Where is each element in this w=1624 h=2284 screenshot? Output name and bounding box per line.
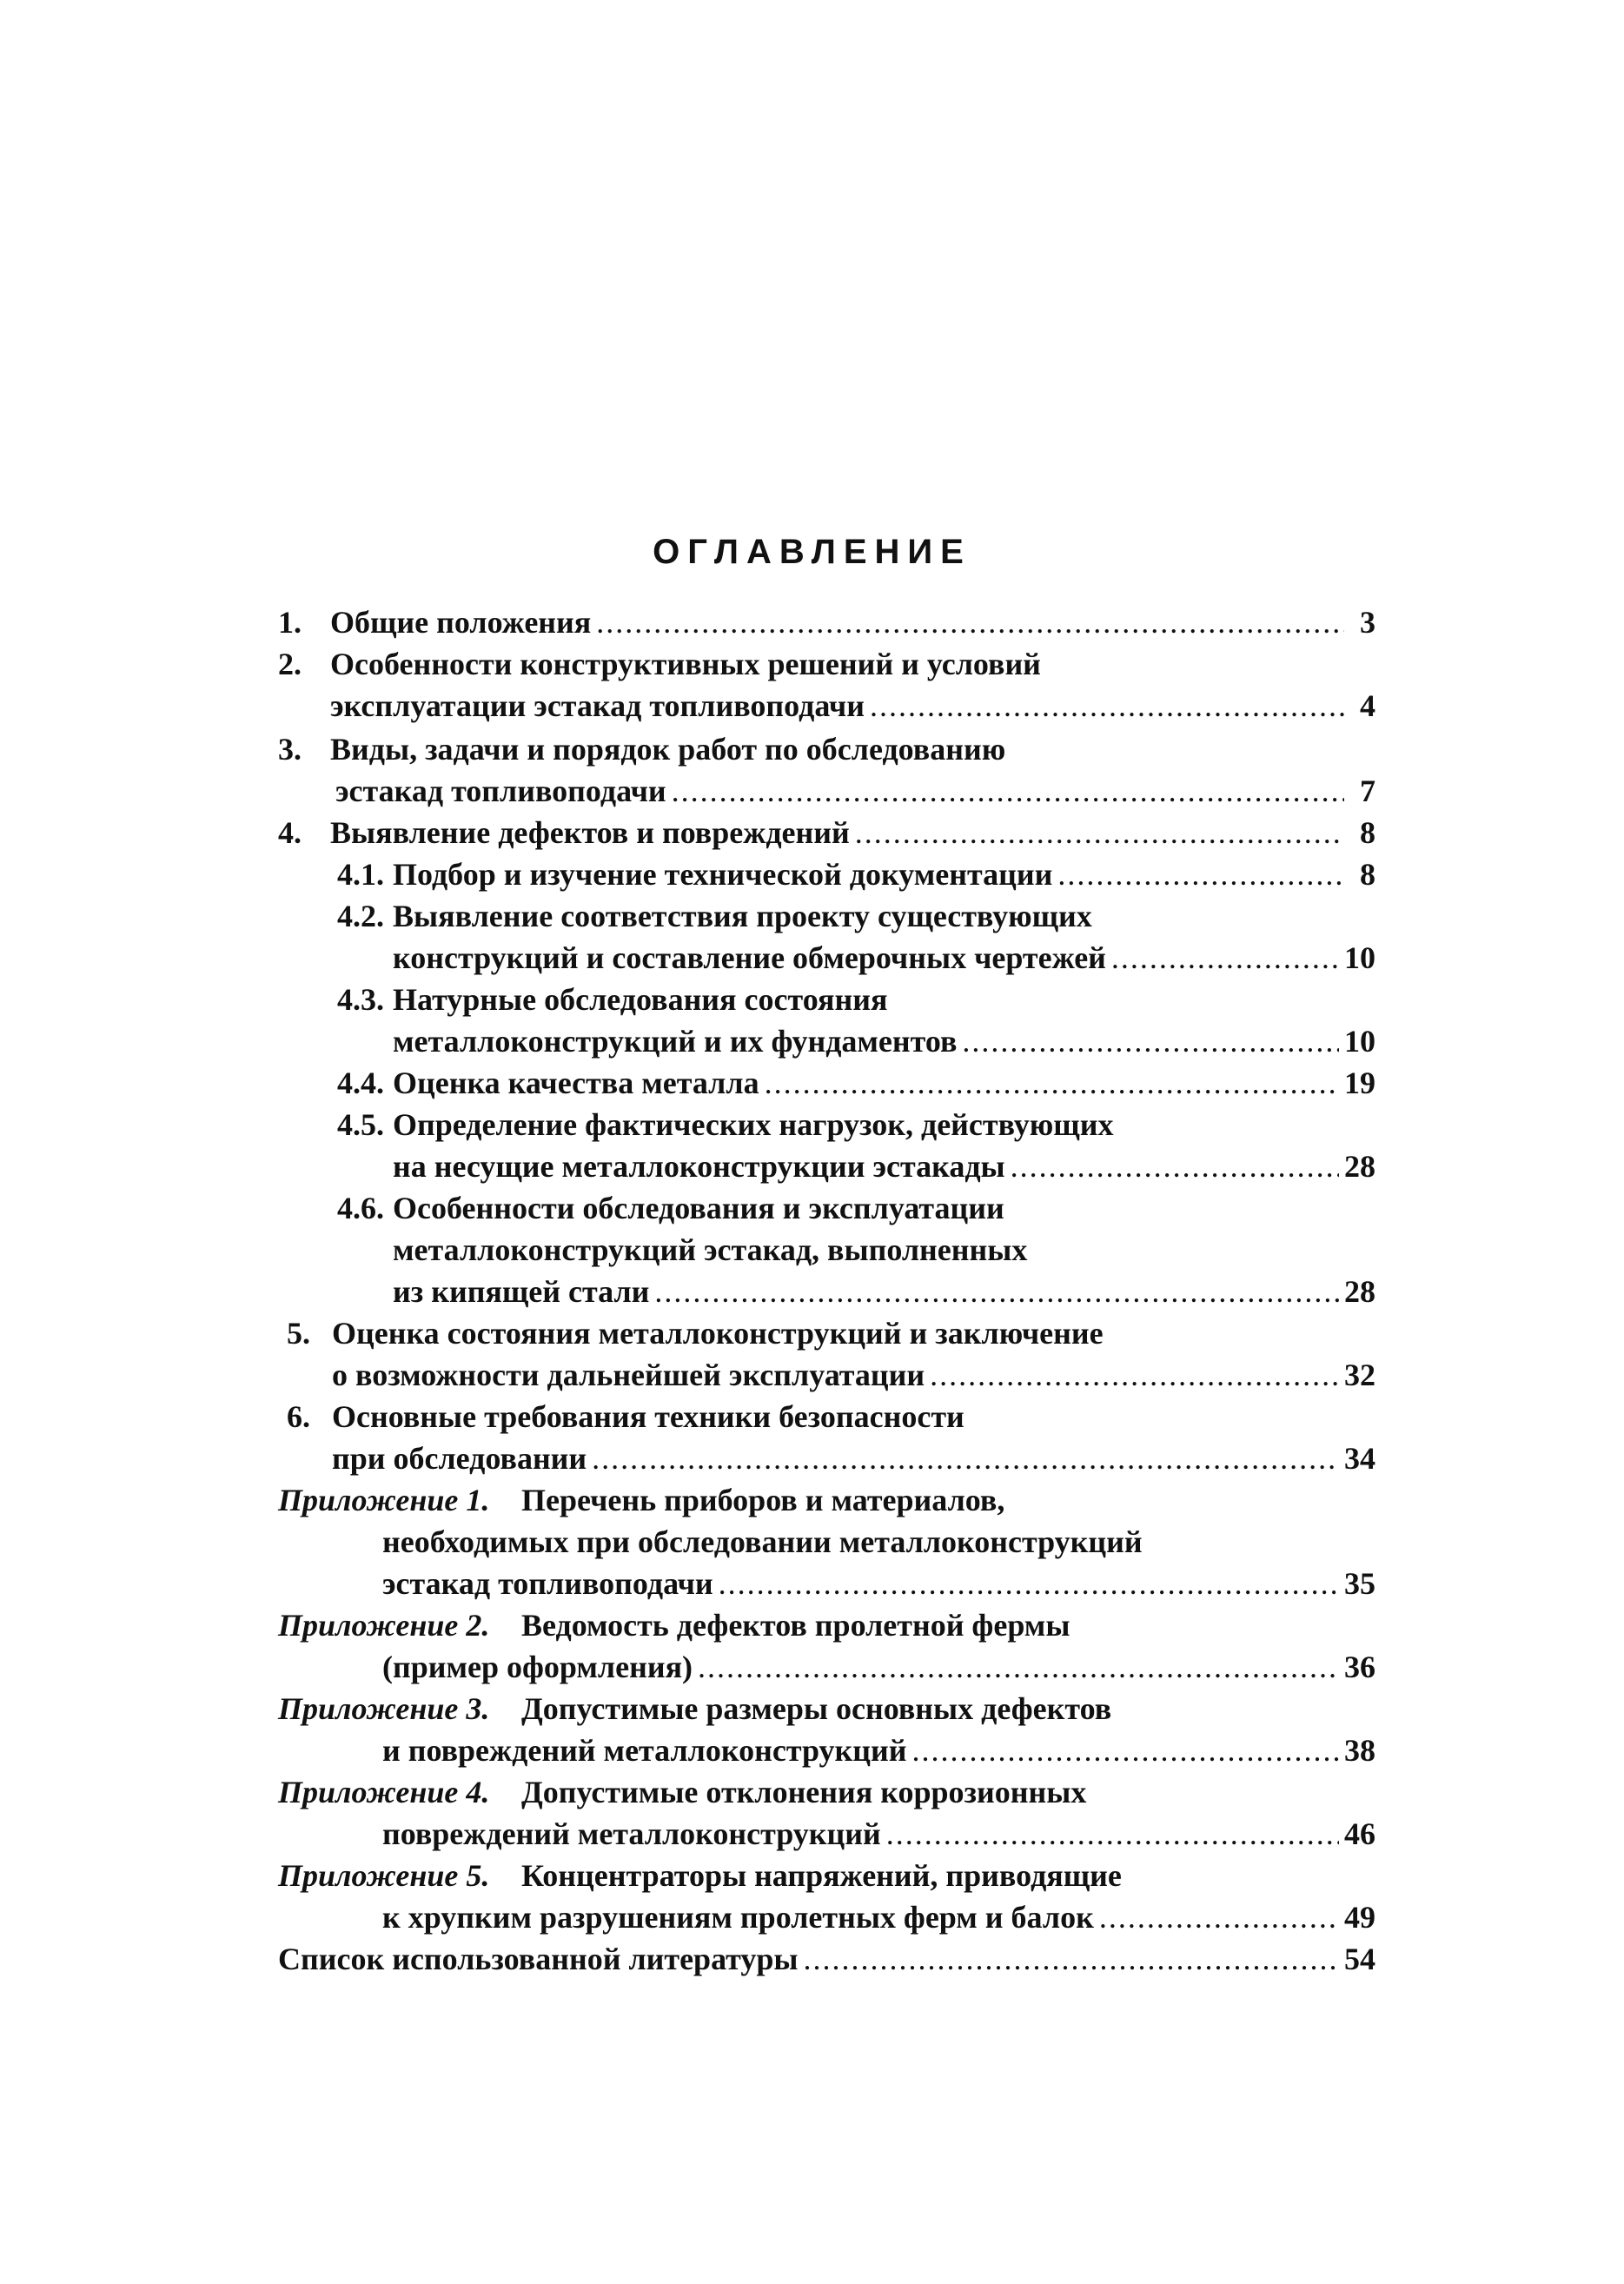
toc-entry-title: Основные требования техники безопасности xyxy=(332,1399,964,1434)
page-number: 28 xyxy=(1344,1149,1375,1184)
toc-entry-title: повреждений металлоконструкций xyxy=(382,1816,881,1851)
toc-entry-title: Допустимые отклонения коррозионных xyxy=(521,1775,1087,1809)
toc-entry-line xyxy=(393,1271,1375,1312)
toc-entry-title: металлоконструкций и их фундаментов xyxy=(393,1024,958,1059)
section-number: 4.2. xyxy=(337,899,384,933)
dot-leader xyxy=(672,770,1344,812)
appendix-label: Приложение 5. xyxy=(278,1858,490,1893)
toc-entry-line xyxy=(382,1646,1375,1688)
dot-leader xyxy=(1111,937,1339,979)
toc-entry-line xyxy=(278,1604,1375,1646)
toc-entry-line xyxy=(337,1104,1375,1145)
toc-entry-title: конструкций и составление обмерочных чертежей xyxy=(393,940,1106,975)
toc-entry-title: Общие положения xyxy=(330,605,592,640)
section-number: 4.3. xyxy=(337,982,384,1017)
toc-entry-line xyxy=(337,979,1375,1020)
dot-leader xyxy=(930,1354,1339,1396)
toc-entry-title: эстакад топливоподачи xyxy=(382,1566,713,1601)
section-number: 5. xyxy=(287,1316,310,1351)
toc-entry-title: Особенности конструктивных решений и условий xyxy=(330,647,1041,681)
toc-entry-line xyxy=(393,1020,1375,1062)
toc-entry-title: Особенности обследования и эксплуатации xyxy=(393,1191,1004,1225)
toc-entry-title: Виды, задачи и порядок работ по обследованию xyxy=(330,732,1006,767)
toc-entry-line xyxy=(278,1479,1375,1521)
toc-entry-line xyxy=(278,1688,1375,1730)
dot-leader xyxy=(962,1020,1339,1062)
toc-entry-line xyxy=(393,1229,1375,1271)
section-number: 6. xyxy=(287,1399,310,1434)
toc-entry-line xyxy=(382,1730,1375,1771)
toc-entry-line xyxy=(332,1437,1375,1479)
toc-entry-title: при обследовании xyxy=(332,1441,587,1476)
section-number: 4.5. xyxy=(337,1107,384,1142)
toc-heading: ОГЛАВЛЕНИЕ xyxy=(653,533,971,571)
toc-entry-title: Натурные обследования состояния xyxy=(393,982,888,1017)
section-number: 4.4. xyxy=(337,1066,384,1100)
page-number: 36 xyxy=(1344,1650,1375,1684)
toc-entry-title: о возможности дальнейшей эксплуатации xyxy=(332,1358,925,1392)
page-number: 4 xyxy=(1360,688,1375,723)
toc-entry-line xyxy=(382,1813,1375,1855)
page-number: 3 xyxy=(1360,605,1375,640)
toc-entry-line xyxy=(382,1563,1375,1604)
toc-entry-title: Выявление соответствия проекту существующих xyxy=(393,899,1092,933)
dot-leader xyxy=(1011,1145,1339,1187)
dot-leader xyxy=(912,1730,1339,1771)
page-number: 10 xyxy=(1344,1024,1375,1059)
toc-entry-line xyxy=(393,937,1375,979)
toc-entry-title: Ведомость дефектов пролетной фермы xyxy=(521,1608,1071,1643)
toc-entry-line xyxy=(382,1521,1375,1563)
toc-entry-line xyxy=(278,1855,1375,1896)
page-number: 7 xyxy=(1360,774,1375,808)
dot-leader xyxy=(803,1938,1339,1980)
toc-entry-line xyxy=(337,895,1375,937)
page-number: 38 xyxy=(1344,1733,1375,1768)
toc-entry-title: к хрупким разрушениям пролетных ферм и балок xyxy=(382,1900,1094,1935)
toc-entry-title: Определение фактических нагрузок, действующих xyxy=(393,1107,1114,1142)
section-number: 4. xyxy=(278,815,302,850)
dot-leader xyxy=(654,1271,1339,1312)
toc-entry-title: Выявление дефектов и повреждений xyxy=(330,815,850,850)
toc-entry-title: необходимых при обследовании металлоконструкций xyxy=(382,1524,1143,1559)
toc-entry-title: эстакад топливоподачи xyxy=(335,774,666,808)
dot-leader xyxy=(719,1563,1339,1604)
page-number: 8 xyxy=(1360,857,1375,892)
toc-entry-line xyxy=(337,1187,1375,1229)
dot-leader xyxy=(855,812,1344,853)
page-number: 34 xyxy=(1344,1441,1375,1476)
dot-leader xyxy=(886,1813,1339,1855)
toc-entry-title: (пример оформления) xyxy=(382,1650,693,1684)
dot-leader xyxy=(698,1646,1339,1688)
section-number: 4.1. xyxy=(337,857,384,892)
toc-entry-title: и повреждений металлоконструкций xyxy=(382,1733,907,1768)
toc-entry-title: Оценка состояния металлоконструкций и заключение xyxy=(332,1316,1104,1351)
toc-entry-line xyxy=(278,812,1375,853)
page-number: 46 xyxy=(1344,1816,1375,1851)
toc-entry-title: Оценка качества металла xyxy=(393,1066,759,1100)
page-number: 49 xyxy=(1344,1900,1375,1935)
toc-entry-line xyxy=(278,601,1375,643)
section-number: 4.6. xyxy=(337,1191,384,1225)
section-number: 2. xyxy=(278,647,302,681)
dot-leader xyxy=(765,1062,1339,1104)
toc-entry-title: Перечень приборов и материалов, xyxy=(521,1483,1005,1517)
toc-entry-line xyxy=(278,728,1375,770)
appendix-label: Приложение 3. xyxy=(278,1691,490,1726)
toc-entry-title: эксплуатации эстакад топливоподачи xyxy=(330,688,865,723)
toc-entry-line xyxy=(278,1938,1375,1980)
toc-entry-line xyxy=(337,853,1375,895)
toc-entry-title: из кипящей стали xyxy=(393,1274,650,1309)
toc-entry-line xyxy=(335,770,1375,812)
page-number: 19 xyxy=(1344,1066,1375,1100)
page-number: 35 xyxy=(1344,1566,1375,1601)
dot-leader xyxy=(592,1437,1339,1479)
toc-entry-line xyxy=(278,1771,1375,1813)
toc-entry-title: Список использованной литературы xyxy=(278,1942,799,1976)
toc-entry-title: Концентраторы напряжений, приводящие xyxy=(521,1858,1122,1893)
appendix-label: Приложение 2. xyxy=(278,1608,490,1643)
appendix-label: Приложение 1. xyxy=(278,1483,490,1517)
page-number: 10 xyxy=(1344,940,1375,975)
section-number: 3. xyxy=(278,732,302,767)
toc-entry-line xyxy=(330,685,1375,727)
toc-entry-line xyxy=(393,1145,1375,1187)
toc-entry-title: на несущие металлоконструкции эстакады xyxy=(393,1149,1005,1184)
dot-leader xyxy=(1057,853,1344,895)
page-number: 32 xyxy=(1344,1358,1375,1392)
dot-leader xyxy=(596,601,1344,643)
page-number: 54 xyxy=(1344,1942,1375,1976)
toc-entry-line xyxy=(278,643,1375,685)
section-number: 1. xyxy=(278,605,302,640)
appendix-label: Приложение 4. xyxy=(278,1775,490,1809)
dot-leader xyxy=(870,685,1344,727)
toc-entry-line xyxy=(337,1062,1375,1104)
toc-entry-title: Подбор и изучение технической документации xyxy=(393,857,1053,892)
page-number: 28 xyxy=(1344,1274,1375,1309)
dot-leader xyxy=(1099,1896,1339,1938)
toc-entry-title: металлоконструкций эстакад, выполненных xyxy=(393,1232,1028,1267)
toc-entry-title: Допустимые размеры основных дефектов xyxy=(521,1691,1112,1726)
toc-entry-line xyxy=(332,1354,1375,1396)
page-number: 8 xyxy=(1360,815,1375,850)
toc-entry-line xyxy=(287,1396,1375,1437)
toc-entry-line xyxy=(287,1312,1375,1354)
toc-entry-line xyxy=(382,1896,1375,1938)
